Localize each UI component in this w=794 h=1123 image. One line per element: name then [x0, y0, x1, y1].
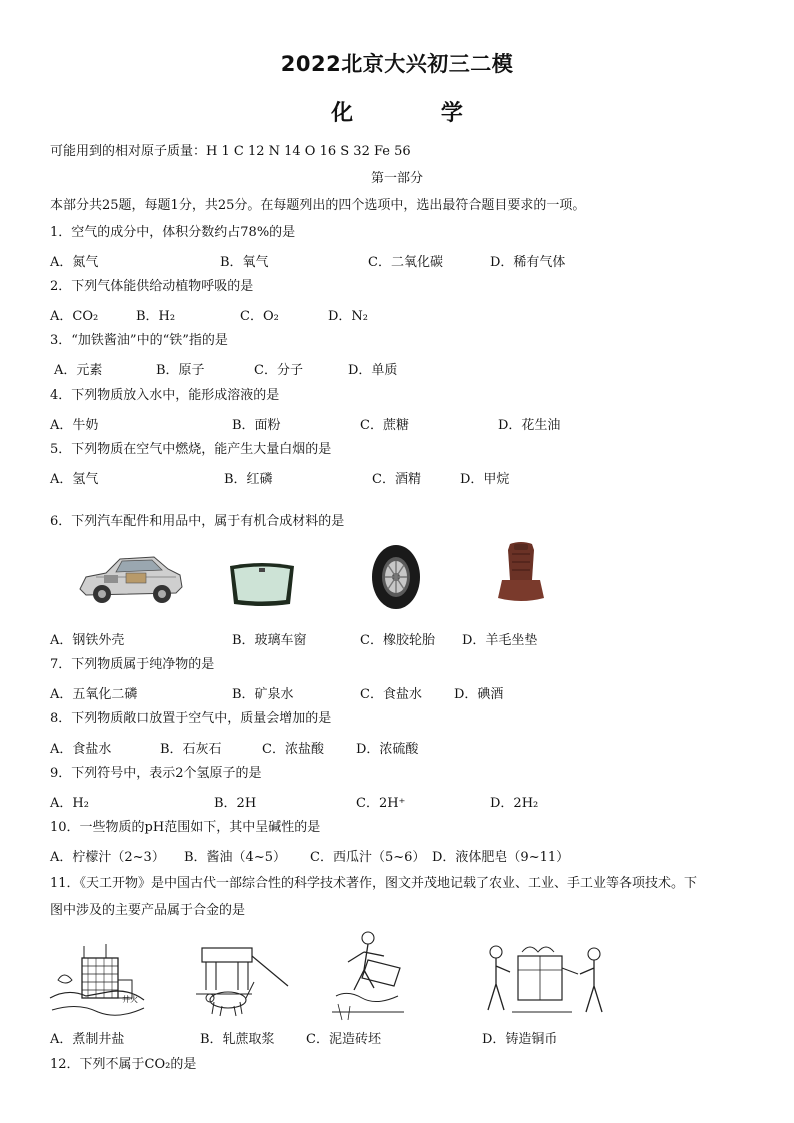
question-3-stem: 3．“加铁酱油”中的“铁”指的是 [50, 333, 228, 348]
option-b[interactable]: B．轧蔗取浆 [200, 1032, 275, 1047]
option-b[interactable]: B．石灰石 [160, 742, 222, 757]
question-9-stem: 9．下列符号中，表示2个氢原子的是 [50, 766, 262, 781]
part-intro: 本部分共25题，每题1分，共25分。在每题列出的四个选项中，选出最符合题目要求的一项。 [50, 198, 586, 213]
coin-casting-woodcut-image [482, 940, 612, 1018]
tyre-image [370, 543, 422, 611]
question-10-stem: 10．一些物质的pH范围如下，其中呈碱性的是 [50, 820, 321, 835]
option-d[interactable]: D．铸造铜币 [482, 1032, 558, 1047]
question-11-stem-line1: 11．《天工开物》是中国古代一部综合性的科学技术著作，图文并茂地记载了农业、工业、手工业等各项技术。下 [50, 876, 698, 891]
question-7-stem: 7．下列物质属于纯净物的是 [50, 657, 215, 672]
option-b[interactable]: B．面粉 [232, 418, 281, 433]
option-b[interactable]: B．矿泉水 [232, 687, 294, 702]
option-d[interactable]: D．碘酒 [454, 687, 504, 702]
option-b[interactable]: B．酱油（4~5） [184, 850, 286, 865]
question-2-stem: 2．下列气体能供给动植物呼吸的是 [50, 279, 254, 294]
part-heading: 第一部分 [370, 171, 423, 186]
car-body-image [76, 543, 186, 609]
option-b[interactable]: B．2H [214, 796, 257, 811]
option-a[interactable]: A．钢铁外壳 [50, 633, 125, 648]
brick-mould-woodcut-image [328, 926, 408, 1022]
option-a[interactable]: A．H₂ [50, 796, 89, 811]
exam-title: 2022北京大兴初三二模 [280, 52, 514, 76]
option-a[interactable]: A．五氧化二磷 [50, 687, 138, 702]
option-c[interactable]: C．酒精 [372, 472, 421, 487]
option-b[interactable]: B．原子 [156, 363, 205, 378]
option-c[interactable]: C．分子 [254, 363, 303, 378]
option-d[interactable]: D．甲烷 [460, 472, 510, 487]
question-12-stem: 12．下列不属于CO₂的是 [50, 1057, 197, 1072]
sugarcane-press-woodcut-image [192, 938, 292, 1018]
option-b[interactable]: B．玻璃车窗 [232, 633, 307, 648]
question-5-stem: 5．下列物质在空气中燃烧，能产生大量白烟的是 [50, 442, 332, 457]
question-4-stem: 4．下列物质放入水中，能形成溶液的是 [50, 388, 280, 403]
option-b[interactable]: B．H₂ [136, 309, 176, 324]
question-1-stem: 1．空气的成分中，体积分数约占78%的是 [50, 225, 296, 240]
option-d[interactable]: D．花生油 [498, 418, 561, 433]
question-11-options [50, 1028, 750, 1046]
question-6-options [50, 629, 750, 647]
question-3-options [50, 359, 750, 377]
question-9-options [50, 792, 750, 810]
question-10-options [50, 846, 750, 864]
option-d[interactable]: D．液体肥皂（9~11） [432, 850, 570, 865]
option-d[interactable]: D．羊毛坐垫 [462, 633, 538, 648]
option-d[interactable]: D．浓硫酸 [356, 742, 419, 757]
option-a[interactable]: A．牛奶 [50, 418, 99, 433]
salt-well-woodcut-image [48, 940, 148, 1020]
option-c[interactable]: C．食盐水 [360, 687, 422, 702]
option-a[interactable]: A．元素 [54, 363, 103, 378]
option-b[interactable]: B．红磷 [224, 472, 273, 487]
question-6-stem: 6．下列汽车配件和用品中，属于有机合成材料的是 [50, 514, 345, 529]
windshield-image [226, 562, 298, 608]
option-d[interactable]: D．N₂ [328, 309, 369, 324]
option-b[interactable]: B．氧气 [220, 255, 269, 270]
option-a[interactable]: A．氮气 [50, 255, 99, 270]
option-c[interactable]: C．浓盐酸 [262, 742, 324, 757]
question-8-stem: 8．下列物质敞口放置于空气中，质量会增加的是 [50, 711, 332, 726]
option-a[interactable]: A．食盐水 [50, 742, 112, 757]
subject-title: 化 学 [331, 101, 503, 126]
option-c[interactable]: C．橡胶轮胎 [360, 633, 435, 648]
option-a[interactable]: A．煮制井盐 [50, 1032, 125, 1047]
question-7-options [50, 683, 750, 701]
option-c[interactable]: C．泥造砖坯 [306, 1032, 381, 1047]
option-a[interactable]: A．柠檬汁（2~3） [50, 850, 165, 865]
option-c[interactable]: C．2H⁺ [356, 796, 406, 811]
atomic-masses: 可能用到的相对原子质量：H 1 C 12 N 14 O 16 S 32 Fe 56 [50, 144, 411, 159]
well-fire-label: 井火 [122, 995, 138, 1004]
question-4-options [50, 414, 750, 432]
option-c[interactable]: C．二氧化碳 [368, 255, 443, 270]
option-a[interactable]: A．氢气 [50, 472, 99, 487]
question-5-options [50, 468, 750, 486]
option-c[interactable]: C．西瓜汁（5~6） [310, 850, 426, 865]
option-c[interactable]: C．O₂ [240, 309, 279, 324]
seat-cushion-image [496, 540, 546, 610]
option-d[interactable]: D．单质 [348, 363, 398, 378]
option-d[interactable]: D．2H₂ [490, 796, 539, 811]
option-a[interactable]: A．CO₂ [50, 309, 99, 324]
question-1-options [50, 251, 750, 269]
question-11-stem-line2: 图中涉及的主要产品属于合金的是 [50, 903, 246, 918]
option-d[interactable]: D．稀有气体 [490, 255, 566, 270]
question-8-options [50, 738, 750, 756]
question-2-options [50, 305, 750, 323]
option-c[interactable]: C．蔗糖 [360, 418, 409, 433]
